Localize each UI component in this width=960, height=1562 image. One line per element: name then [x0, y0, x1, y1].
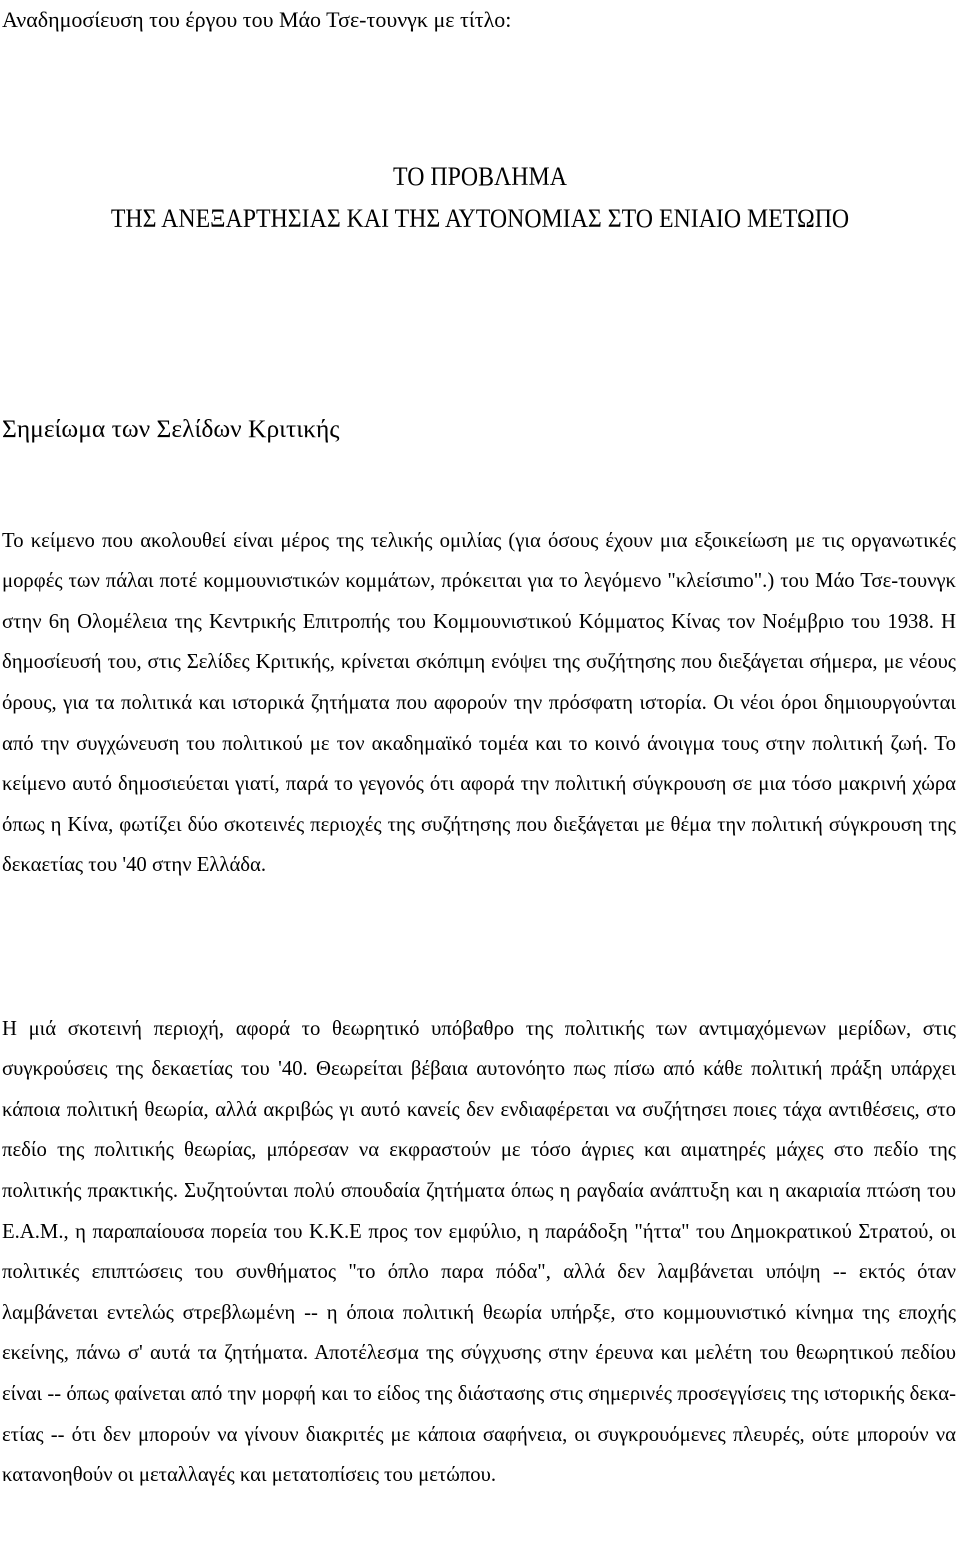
- body-paragraph-2: Η μιά σκοτεινή περιοχή, αφορά το θεωρητικό υπόβαθρο της πολιτικής των αντιμαχόμενων μερίδων, στις συγκρούσεις της δεκαετίας του '40. Θεωρείται βέβαια αυτονόητο πως πίσω από κάθε πολιτική πράξη υπάρχει κάποια πολιτική θεωρία, αλλά ακριβώς γι αυτό κανείς δεν ενδιαφέρεται να συζήτησει ποιες τάχα αντιθέσεις, στο πεδίο της πολιτικής θεωρίας, μπόρεσαν να εκφραστούν με τόσο άγριες και αιματηρές μάχες στο πεδίο της πολιτικής πρακτικής. Συζητούνται πολύ σπουδαία ζητήματα όπως η ραγδαία ανάπτυξη και η ακαριαία πτώση του Ε.Α.Μ., η παραπαίουσα πορεία του Κ.Κ.Ε προς τον εμφύλιο, η παράδοξη "ήττα" του Δημοκρατικού Στρατού, οι πολιτικές επιπτώσεις του συνθήματος "το όπλο παρα πόδα", αλλά δεν λαμβάνεται υπόψη -- εκτός όταν λαμβάνεται εντελώς στρεβλωμένη -- η όποια πολιτική θεωρία υπήρξε, στο κομμουνιστικό κίνημα της εποχής εκείνης, πάνω σ' αυτά τα ζητήματα. Αποτέλεσμα της σύγχυσης στην έρευνα και μελέτη του θεωρητικού πεδίου είναι -- όπως φαίνεται από την μορφή και το είδος της διάστασης στις σημερινές προσεγγίσεις της ιστορικής δεκαετίας -- ότι δεν μπορούν να γίνουν διακριτές με κάποια σαφήνεια, οι συγκρουόμενες πλευρές, ούτε μπορούν να κατανοηθούν οι μεταλλαγές και μετατοπίσεις του μετώπου.: [2, 1017, 956, 1487]
- title-line-2: ΤΗΣ ΑΝΕΞΑΡΤΗΣΙΑΣ ΚΑΙ ΤΗΣ ΑΥΤΟΝΟΜΙΑΣ ΣΤΟ ΕΝΙΑΙΟ ΜΕΤΩΠΟ: [110, 203, 850, 233]
- publication-note: Αναδημοσίευση του έργου του Μάο Τσε-τουνγκ με τίτλο:: [2, 7, 512, 32]
- document-title: [48, 155, 912, 239]
- title-line-1: ΤΟ ΠΡΟΒΛΗΜΑ: [393, 161, 567, 191]
- section-heading: Σημείωμα των Σελίδων Κριτικής: [2, 414, 340, 443]
- body-paragraph-1: Το κείμενο που ακολουθεί είναι μέρος της τελικής ομιλίας (για όσους έχουν μια εξοικείωση με τις οργανωτικές μορφές των πάλαι ποτέ κομμουνιστικών κομμάτων, πρόκειται για το λεγόμενο "κλείσιmο".) του Μάο Τσε-τουνγκ στην 6η Ολομέλεια της Κεντρικής Επιτροπής του Κομμουνιστικού Κόμματος Κίνας τον Νοέμβριο του 1938. Η δημοσίευσή του, στις Σελίδες Κριτικής, κρίνεται σκόπιμη ενόψει της συζήτησης που διεξάγεται σήμερα, με νέους όρους, για τα πολιτικά και ιστορικά ζητήματα που αφορούν την πρόσφατη ιστορία. Οι νέοι όροι δημιουργούνται από την συγχώνευση του πολιτικού με τον ακαδημαϊκό τομέα και το κοινό άνοιγμα τους στην πολιτική ζωή. Το κείμενο αυτό δημοσιεύεται γιατί, παρά το γεγονός ότι αφορά την πολιτική σύγκρουση σε μια τόσο μακρινή χώρα όπως η Κίνα, φωτίζει δύο σκοτεινές περιοχές της συζήτησης που διεξάγεται με θέμα την πολιτική σύγκρουση της δεκαετίας του '40 στην Ελλάδα.: [2, 529, 956, 877]
